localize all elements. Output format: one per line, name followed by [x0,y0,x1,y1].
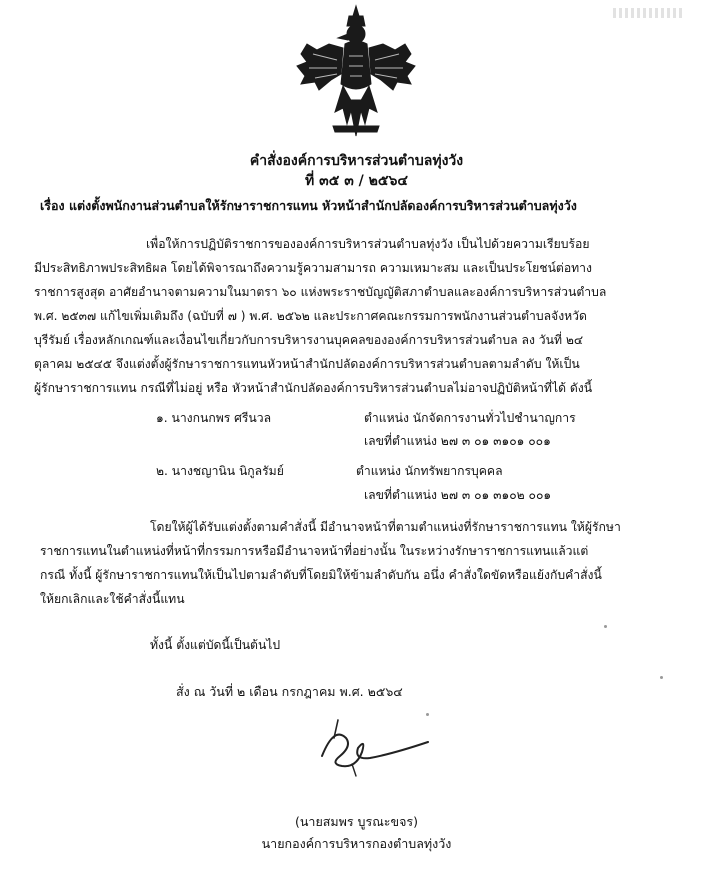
effective-line: ทั้งนี้ ตั้งแต่บัดนี้เป็นต้นไป [150,638,281,652]
para2-line: ราชการแทนในตำแหน่งที่หน้าที่กรรมการหรือมีอำนาจหน้าที่อย่างนั้น ในระหว่างรักษาราชการแทนแล้วแต่ [40,544,589,558]
body-line: ตุลาคม ๒๕๔๕ จึงแต่งตั้งผู้รักษาราชการแทนหัวหน้าสำนักปลัดองค์การบริหารส่วนตำบลตามลำดับ ให้เป็น [34,357,580,371]
body-line: มีประสิทธิภาพประสิทธิผล โดยได้พิจารณาถึงความรู้ความสามารถ ความเหมาะสม และเป็นประโยชน์ต่อทาง [34,261,592,275]
order-org-title: คำสั่งองค์การบริหารส่วนตำบลทุ่งวัง [249,153,464,169]
appointee-position-number: เลขที่ตำแหน่ง ๒๗ ๓ ๐๑ ๓๑๐๑ ๐๐๑ [364,434,551,448]
body-line: พ.ศ. ๒๕๓๗ แก้ไขเพิ่มเติมถึง (ฉบับที่ ๗ ) พ.ศ. ๒๕๖๒ และประกาศคณะกรรมการพนักงานส่วนตำบลจังหวัด [34,309,587,323]
para2-line: โดยให้ผู้ได้รับแต่งตั้งตามคำสั่งนี้ มีอำนาจหน้าที่ตามตำแหน่งที่รักษาราชการแทน ให้ผู้รักษา [150,520,621,534]
body-line: ผู้รักษาราชการแทน กรณีที่ไม่อยู่ หรือ หัวหน้าสำนักปลัดองค์การบริหารส่วนตำบลไม่อาจปฏิบัติหน้าที่ได้ ดังนี้ [34,381,593,395]
appointee-name: ๒. นางชญานิน นิกูลรัมย์ [156,464,284,478]
garuda-emblem-icon [293,4,419,142]
para2-line: ให้ยกเลิกและใช้คำสั่งนี้แทน [40,592,185,606]
scan-speck [426,713,429,716]
appointee-position: ตำแหน่ง นักจัดการงานทั่วไปชำนาญการ [364,411,576,425]
signatory-title: นายกองค์การบริหารกองตำบลทุ่งวัง [261,836,452,851]
scan-speck [604,625,607,628]
scan-artifact [613,8,683,18]
para2-line: กรณี ทั้งนี้ ผู้รักษาราชการแทนให้เป็นไปตามลำดับที่โดยมิให้ข้ามลำดับกัน อนึ่ง คำสั่งใดขัดหรือแย้งกับคำสั่งนี้ [40,568,602,582]
appointee-position: ตำแหน่ง นักทรัพยากรบุคคล [356,464,503,478]
signatory-name: (นายสมพร บูรณะขจร) [295,814,418,829]
scan-speck [660,676,663,679]
appointee-name: ๑. นางกนกพร ศรีนวล [156,411,272,425]
body-line: ราชการสูงสุด อาศัยอำนาจตามความในมาตรา ๖๐ แห่งพระราชบัญญัติสภาตำบลและองค์การบริหารส่วนตำบล [34,285,607,299]
appointee-position-number: เลขที่ตำแหน่ง ๒๗ ๓ ๐๑ ๓๑๐๒ ๐๐๑ [364,488,552,502]
body-line: เพื่อให้การปฏิบัติราชการขององค์การบริหารส่วนตำบลทุ่งวัง เป็นไปด้วยความเรียบร้อย [146,237,590,251]
body-line: บุรีรัมย์ เรื่องหลักเกณฑ์และเงื่อนไขเกี่ยวกับการบริหารงานบุคคลขององค์การบริหารส่วนตำบล ลง วันที่ ๒๔ [34,333,584,347]
signature-image [312,708,432,778]
date-line: สั่ง ณ วันที่ ๒ เดือน กรกฎาคม พ.ศ. ๒๕๖๔ [176,684,403,699]
order-number: ที่ ๓๕ ๓ / ๒๕๖๔ [305,173,408,189]
order-subject: เรื่อง แต่งตั้งพนักงานส่วนตำบลให้รักษาราชการแทน หัวหน้าสำนักปลัดองค์การบริหารส่วนตำบลทุ่งวัง [40,198,577,213]
